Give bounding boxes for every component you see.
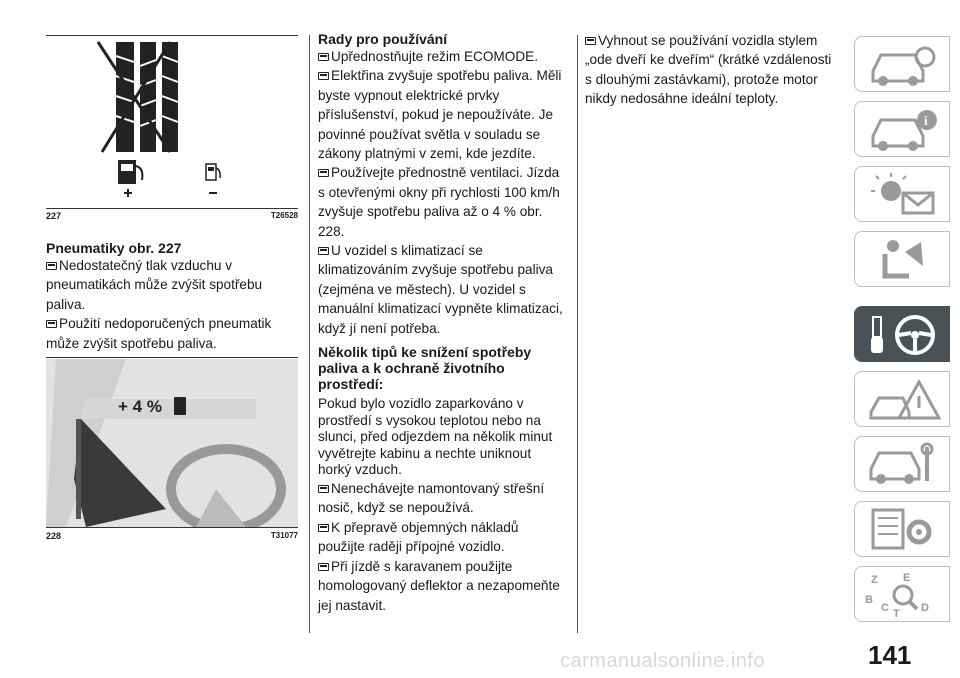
figure-228: [46, 359, 298, 527]
list-item: Vyhnout se používání vozidla stylem „ode dveří ke dveřím“ (krátké vzdálenosti s dlouhými zastávkami), protože motor nikdy nedosáhne ideální teploty.: [585, 33, 832, 107]
figure-228-caption: [46, 531, 298, 541]
car-window-illustration: [46, 359, 298, 527]
svg-text:Z: Z: [871, 574, 878, 586]
list-item: Elektřina zvyšuje spotřebu paliva. Měli byste vypnout elektrické prvky příslušenství, pokud je nepoužíváte. Je povinné používat světla v souladu se zákony platnými v zemi, kde jezdíte.: [318, 68, 562, 162]
car-dashboard-icon: [863, 41, 943, 87]
figure-number: 227: [46, 211, 62, 221]
sidebar-tab-car-info[interactable]: [854, 101, 950, 157]
technical-data-icon: [863, 506, 943, 552]
bullet-icon: [46, 262, 57, 270]
column-divider: [577, 35, 578, 633]
list-item: Nedostatečný tlak vzduchu v pneumatikách může zvýšit spotřebu paliva.: [46, 258, 263, 312]
sidebar-tab-warnings[interactable]: [854, 166, 950, 222]
car-info-icon: [863, 106, 943, 152]
svg-text:B: B: [865, 594, 873, 606]
svg-text:C: C: [881, 602, 889, 614]
car-maintenance-icon: [863, 441, 943, 487]
watermark: carmanualsonline.info: [560, 650, 766, 672]
alphabetical-index-icon: [863, 571, 943, 617]
bullet-icon: [46, 320, 57, 328]
bullet-icon: [318, 169, 329, 177]
bullet-icon: [318, 563, 329, 571]
column-2: [318, 31, 568, 615]
figure-227-caption: [46, 211, 298, 221]
svg-text:i: i: [924, 113, 928, 128]
list-item: Při jízdě s karavanem použijte homologovaný deflektor a nezapomeňte jej nastavit.: [318, 558, 560, 613]
intro-paragraph: Pokud bylo vozidlo zaparkováno v prostředí s vysokou teplotou nebo na slunci, před odjezdem na několik minut vyvětrejte kabinu a nechte uniknout horký vzduch.: [318, 396, 553, 478]
tyres-heading: Pneumatiky obr. 227: [46, 240, 182, 256]
svg-text:E: E: [903, 572, 911, 584]
fuel-pump-minus-icon: [206, 164, 220, 194]
caption-rule-228: [46, 527, 298, 528]
figure-top-rule: [46, 357, 298, 358]
bullet-icon: [318, 72, 329, 80]
caption-rule-227: [46, 208, 298, 209]
bullet-icon: [318, 247, 329, 255]
bullet-icon: [318, 53, 329, 61]
list-item: U vozidel s klimatizací se klimatizováním zvyšuje spotřebu paliva (zejména ve městech). U vozidel s manuální klimatizací vypněte klimatizaci, když jí není potřeba.: [318, 243, 563, 336]
column-divider: [309, 35, 310, 633]
svg-text:T: T: [893, 608, 900, 617]
sidebar-tab-emergency[interactable]: [854, 371, 950, 427]
figure-227: [46, 36, 298, 208]
usage-tips-heading: Rady pro používání: [318, 31, 448, 47]
list-item: K přepravě objemných nákladů použijte raději přípojné vozidlo.: [318, 519, 519, 555]
figure-code: T31077: [270, 531, 298, 540]
sidebar-tab-index[interactable]: [854, 566, 950, 622]
fuel-pump-icon: [174, 397, 186, 415]
list-item: Použití nedoporučených pneumatik může zvýšit spotřebu paliva.: [46, 316, 272, 351]
saving-tips-heading: Několik tipů ke snížení spotřeby paliva a k ochraně životního prostředí:: [318, 344, 532, 393]
warning-light-icon: [863, 171, 943, 217]
bullet-icon: [318, 524, 329, 532]
key-steering-wheel-icon: [863, 311, 943, 357]
seat-airbag-icon: [863, 236, 943, 282]
list-item: Upřednostňujte režim ECOMODE.: [318, 47, 568, 66]
column-3: [585, 31, 835, 109]
sidebar-tab-technical-data[interactable]: [854, 501, 950, 557]
figure-code: T26528: [270, 211, 298, 220]
bullet-icon: [585, 37, 596, 45]
plus-4-percent-label: + 4 %: [118, 397, 162, 416]
sidebar-tab-starting-driving[interactable]: [854, 306, 950, 362]
sidebar-tab-maintenance[interactable]: [854, 436, 950, 492]
breakdown-triangle-icon: [863, 376, 943, 422]
figure-number: 228: [46, 531, 62, 541]
page-number: 141: [868, 640, 912, 670]
svg-text:D: D: [921, 602, 929, 614]
fuel-pump-plus-icon: [118, 160, 142, 197]
list-item: Nenechávejte namontovaný střešní nosič, když se nepoužívá.: [318, 481, 545, 516]
bullet-icon: [318, 485, 329, 493]
column-1: [46, 240, 298, 353]
list-item: Používejte přednostně ventilaci. Jízda s otevřenými okny při rychlosti 100 km/h zvyšuje spotřebu paliva až o 4 % obr. 228.: [318, 165, 560, 239]
sidebar-tab-safety[interactable]: [854, 231, 950, 287]
tyre-illustration: [46, 36, 298, 208]
sidebar-tab-dashboard[interactable]: [854, 36, 950, 92]
